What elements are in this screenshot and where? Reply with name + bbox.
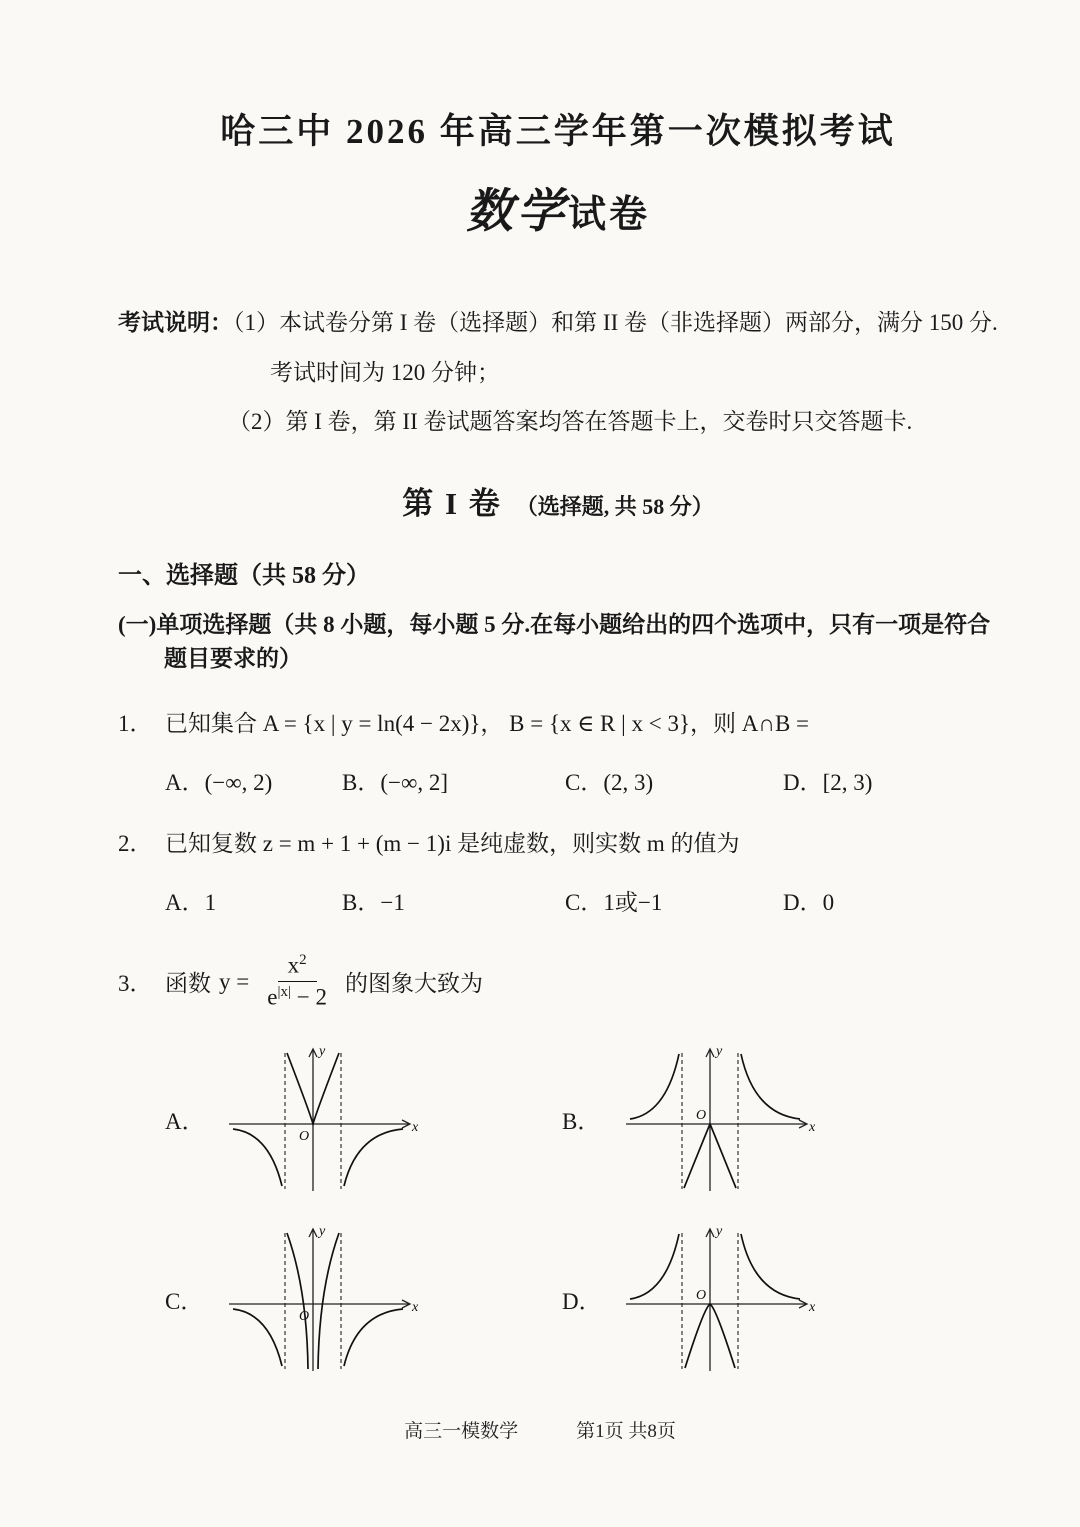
question-3-graphs	[165, 1039, 998, 1381]
option-a-text: 1	[204, 889, 217, 915]
option-b-label: B．	[342, 889, 381, 915]
subtitle-calligraphy: 数学	[465, 186, 568, 238]
option-c	[565, 764, 783, 797]
question-1-text: 已知集合 A = {x | y = ln(4 − 2x)}， B = {x ∈ R | x < 3}，则 A∩B =	[165, 710, 810, 736]
option-a	[165, 764, 342, 797]
question-2-number: 2．	[118, 830, 153, 856]
curve-outer-left	[630, 1234, 679, 1299]
y-axis-label: y	[319, 1043, 326, 1059]
graph-b-plot	[610, 1039, 820, 1201]
footer-page-number: 第1页 共8页	[576, 1421, 676, 1442]
x-axis-label: x	[412, 1119, 419, 1135]
question-3-after: 的图象大致为	[344, 971, 483, 997]
curve-inner-2	[318, 1233, 339, 1369]
page-footer	[0, 1416, 1080, 1443]
subtitle-regular: 试卷	[567, 194, 650, 236]
question-3-number: 3．	[118, 971, 153, 997]
origin-label: O	[696, 1107, 707, 1123]
graph-row-2	[165, 1219, 998, 1381]
y-axis-label: y	[319, 1223, 326, 1239]
option-b-label: B．	[342, 769, 381, 795]
curve-outer-left	[233, 1309, 282, 1366]
question-3-before: 函数	[165, 971, 211, 997]
footer-course: 高三一模数学	[404, 1421, 519, 1442]
graph-option-c	[165, 1219, 562, 1381]
curve-outer-right	[741, 1234, 800, 1299]
graph-d-plot	[610, 1219, 820, 1381]
question-3-stem	[118, 951, 998, 1013]
subheading-line-1: (一)单项选择题（共 8 小题，每小题 5 分.在每小题给出的四个选项中，只有一项是符合	[118, 611, 991, 637]
option-c-label: C．	[565, 889, 604, 915]
question-2	[118, 825, 998, 917]
graph-b-label: B．	[562, 1109, 601, 1135]
section-1-note: （选择题, 共 58 分）	[515, 493, 714, 519]
instruction-line-2: 考试时间为 120 分钟；	[270, 359, 500, 385]
curve-outer-right	[344, 1129, 403, 1186]
part-one-subheading	[118, 608, 998, 677]
curve-outer-right	[344, 1309, 403, 1366]
instruction-line-3: （2）第 I 卷，第 II 卷试题答案均答在答题卡上，交卷时只交答题卡.	[228, 409, 913, 435]
graph-option-d	[562, 1219, 959, 1381]
fraction-denominator	[257, 982, 337, 1012]
option-b	[342, 764, 565, 797]
x-axis-label: x	[809, 1119, 816, 1135]
option-d	[783, 884, 998, 917]
section-1-title	[118, 478, 998, 523]
exam-instructions	[118, 305, 998, 440]
graph-a-label: A．	[165, 1109, 205, 1135]
numerator-exponent: 2	[299, 951, 307, 968]
y-axis-label: y	[716, 1043, 723, 1059]
option-b-text: (−∞, 2]	[380, 769, 449, 795]
graph-option-a	[165, 1039, 562, 1201]
question-2-text: 已知复数 z = m + 1 + (m − 1)i 是纯虚数，则实数 m 的值为	[165, 830, 740, 856]
question-2-stem	[118, 825, 998, 858]
graph-row-1	[165, 1039, 998, 1201]
origin-label: O	[696, 1287, 707, 1303]
graph-c-label: C．	[165, 1289, 204, 1315]
x-axis-label: x	[412, 1299, 419, 1315]
fraction-numerator	[278, 951, 317, 982]
graph-option-b	[562, 1039, 959, 1201]
option-a	[165, 884, 342, 917]
denominator-tail: − 2	[290, 984, 327, 1010]
numerator-base: x	[287, 952, 300, 978]
page-subtitle	[118, 174, 998, 241]
curve-inner	[287, 1233, 308, 1369]
origin-label: O	[299, 1128, 310, 1144]
option-a-text: (−∞, 2)	[204, 769, 273, 795]
option-b	[342, 884, 565, 917]
option-d-label: D．	[783, 889, 823, 915]
question-1-options	[165, 764, 998, 797]
option-c-text: (2, 3)	[603, 769, 654, 795]
question-1	[118, 705, 998, 797]
option-c-text: 1或−1	[603, 889, 663, 915]
part-one-heading: 一、选择题（共 58 分）	[118, 562, 370, 589]
y-axis-label: y	[716, 1223, 723, 1239]
x-axis-label: x	[809, 1299, 816, 1315]
formula-fraction	[257, 951, 337, 1013]
instructions-label: 考试说明：	[118, 310, 233, 335]
graph-c-plot	[213, 1219, 423, 1381]
option-d-label: D．	[783, 769, 823, 795]
graph-d-label: D．	[562, 1289, 602, 1315]
option-c	[565, 884, 783, 917]
instruction-line-1	[118, 305, 998, 341]
curve-outer-left	[630, 1054, 679, 1119]
denominator-exponent: |x|	[277, 984, 291, 1001]
option-c-label: C．	[565, 769, 604, 795]
subheading-line-2: 题目要求的）	[164, 646, 302, 672]
option-a-label: A．	[165, 769, 205, 795]
option-a-label: A．	[165, 889, 205, 915]
option-d-text: [2, 3)	[822, 769, 873, 795]
section-1-name: 第 I 卷	[402, 485, 502, 521]
option-d	[783, 764, 998, 797]
origin-label: O	[299, 1308, 310, 1324]
instruction-item-1: （1）本试卷分第 I 卷（选择题）和第 II 卷（非选择题）两部分，满分 150 分.	[233, 310, 998, 335]
formula-lhs: y =	[219, 968, 250, 994]
question-2-options	[165, 884, 998, 917]
option-b-text: −1	[380, 889, 405, 915]
denominator-base: e	[267, 984, 278, 1010]
curve-outer-left	[233, 1129, 282, 1186]
curve-outer-right	[741, 1054, 800, 1119]
page-title: 哈三中 2026 年高三学年第一次模拟考试	[220, 112, 896, 151]
question-1-number: 1．	[118, 710, 153, 736]
graph-a-plot	[213, 1039, 423, 1201]
question-1-stem	[118, 705, 998, 738]
option-d-text: 0	[822, 889, 835, 915]
